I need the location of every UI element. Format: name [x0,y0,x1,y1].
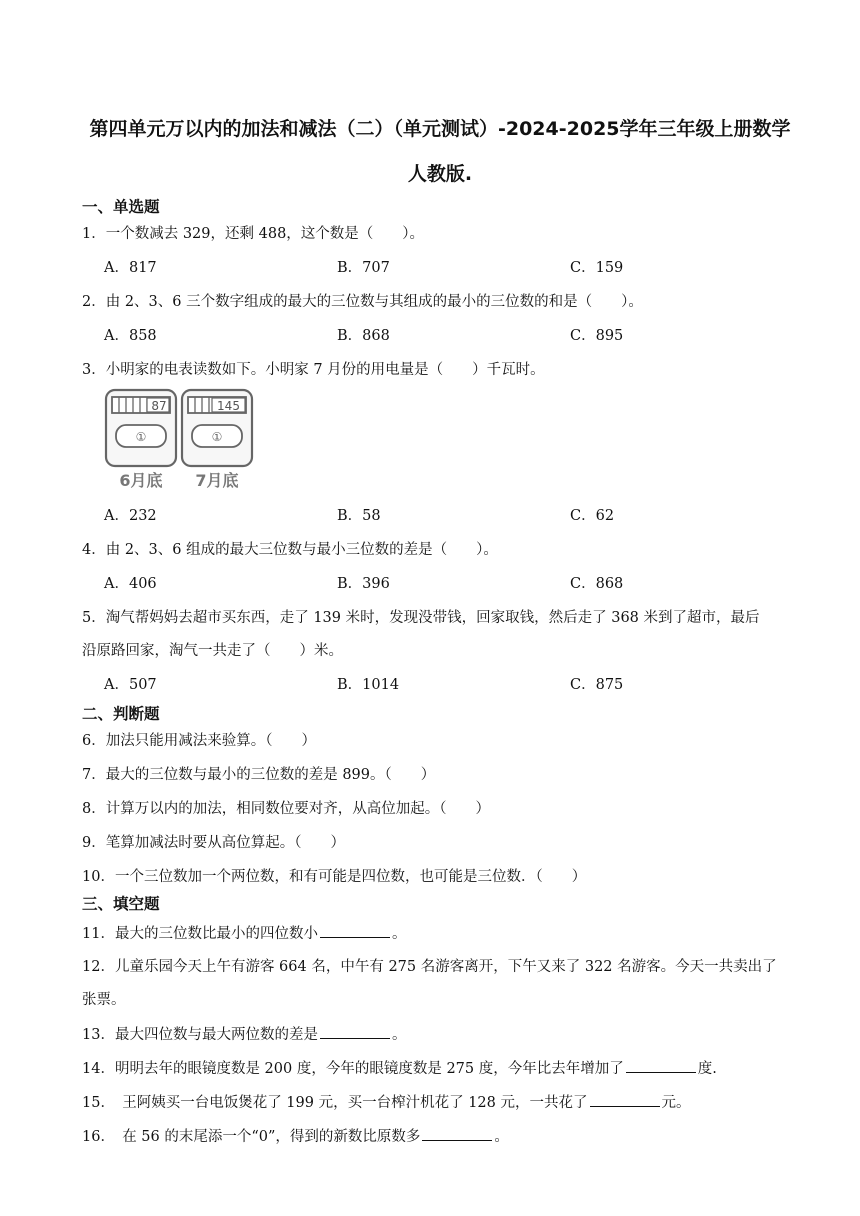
question-3-option-b: B．58 [337,508,381,524]
question-5-option-a: A．507 [104,677,157,693]
question-12-line-1: 12．儿童乐园今天上午有游客 664 名，中午有 275 名游客离开，下午又来了 322 名游客。今天一共卖出了 [82,959,777,975]
question-4-option-c: C．868 [570,576,624,592]
question-5-line-1: 5．淘气帮妈妈去超市买东西，走了 139 米时，发现没带钱，回家取钱，然后走了 368 米到了超市，最后 [82,610,760,626]
meter-illustration [104,388,254,494]
question-15-text: 15． 王阿姨买一台电饭煲花了 199 元，买一台榨汁机花了 128 元，一共花了 [82,1095,588,1111]
question-16-text: 16． 在 56 的末尾添一个“0”，得到的新数比原数多 [82,1129,421,1145]
question-3: 3．小明家的电表读数如下。小明家 7 月份的用电量是（ ）千瓦时。 [82,362,545,378]
answer-blank[interactable] [422,1126,492,1141]
question-11-text: 11．最大的三位数比最小的四位数小 [82,926,318,942]
answer-blank[interactable] [320,1024,390,1039]
question-1-option-c: C．159 [570,260,624,276]
question-3-option-c: C．62 [570,508,615,524]
question-3-option-a: A．232 [104,508,157,524]
meter-july-caption: 7月底 [195,471,239,490]
question-5-line-2: 沿原路回家，淘气一共走了（ ）米。 [82,643,343,659]
answer-blank[interactable] [320,923,390,938]
question-1: 1．一个数减去 329，还剩 488，这个数是（ ）。 [82,226,425,242]
meter-june-caption: 6月底 [119,471,163,490]
question-16 [82,1126,812,1147]
question-15-suffix: 元。 [661,1095,691,1111]
meter-july [182,390,252,490]
question-7: 7．最大的三位数与最小的三位数的差是 899。（ ） [82,767,436,783]
question-14 [82,1058,812,1079]
question-1-option-a: A．817 [104,260,157,276]
question-2-option-a: A．858 [104,328,157,344]
section-heading-true-false: 二、判断题 [82,705,160,723]
question-2-option-b: B．868 [337,328,390,344]
question-13-suffix: 。 [391,1027,407,1043]
question-2-option-c: C．895 [570,328,624,344]
question-11 [82,923,812,944]
question-5-option-c: C．875 [570,677,624,693]
meter-june [106,390,176,490]
section-heading-fill-in: 三、填空题 [82,895,160,913]
question-4-option-a: A．406 [104,576,157,592]
question-11-suffix: 。 [391,926,407,942]
question-13 [82,1024,812,1045]
meter-july-button: ① [211,430,223,444]
question-8: 8．计算万以内的加法，相同数位要对齐，从高位加起。（ ） [82,801,490,817]
question-9: 9．笔算加减法时要从高位算起。（ ） [82,835,345,851]
question-10: 10．一个三位数加一个两位数，和有可能是四位数，也可能是三位数．（ ） [82,869,587,885]
section-heading-single-choice: 一、单选题 [82,198,160,216]
answer-blank[interactable] [590,1092,660,1107]
question-1-option-b: B．707 [337,260,390,276]
meter-july-reading: 145 [217,399,240,413]
question-15 [82,1092,812,1113]
question-4-option-b: B．396 [337,576,390,592]
question-14-suffix: 度. [697,1061,717,1077]
meter-june-reading: 87 [151,399,167,413]
page-title-line-1: 第四单元万以内的加法和减法（二）（单元测试）-2024-2025学年三年级上册数学 [89,118,791,140]
question-6: 6．加法只能用减法来验算。（ ） [82,733,316,749]
question-4: 4．由 2、3、6 组成的最大三位数与最小三位数的差是（ ）。 [82,542,498,558]
question-5-option-b: B．1014 [337,677,400,693]
page-title-line-2: 人教版. [407,163,473,185]
answer-blank[interactable] [626,1058,696,1073]
question-16-suffix: 。 [494,1129,509,1145]
meter-june-button: ① [135,430,147,444]
question-12-line-2: 张票。 [82,992,126,1008]
question-13-text: 13．最大四位数与最大两位数的差是 [82,1027,318,1043]
electricity-meters-figure [104,388,254,498]
question-14-text: 14．明明去年的眼镜度数是 200 度，今年的眼镜度数是 275 度，今年比去年增加了 [82,1061,624,1077]
question-2: 2．由 2、3、6 三个数字组成的最大的三位数与其组成的最小的三位数的和是（ ）。 [82,294,643,310]
